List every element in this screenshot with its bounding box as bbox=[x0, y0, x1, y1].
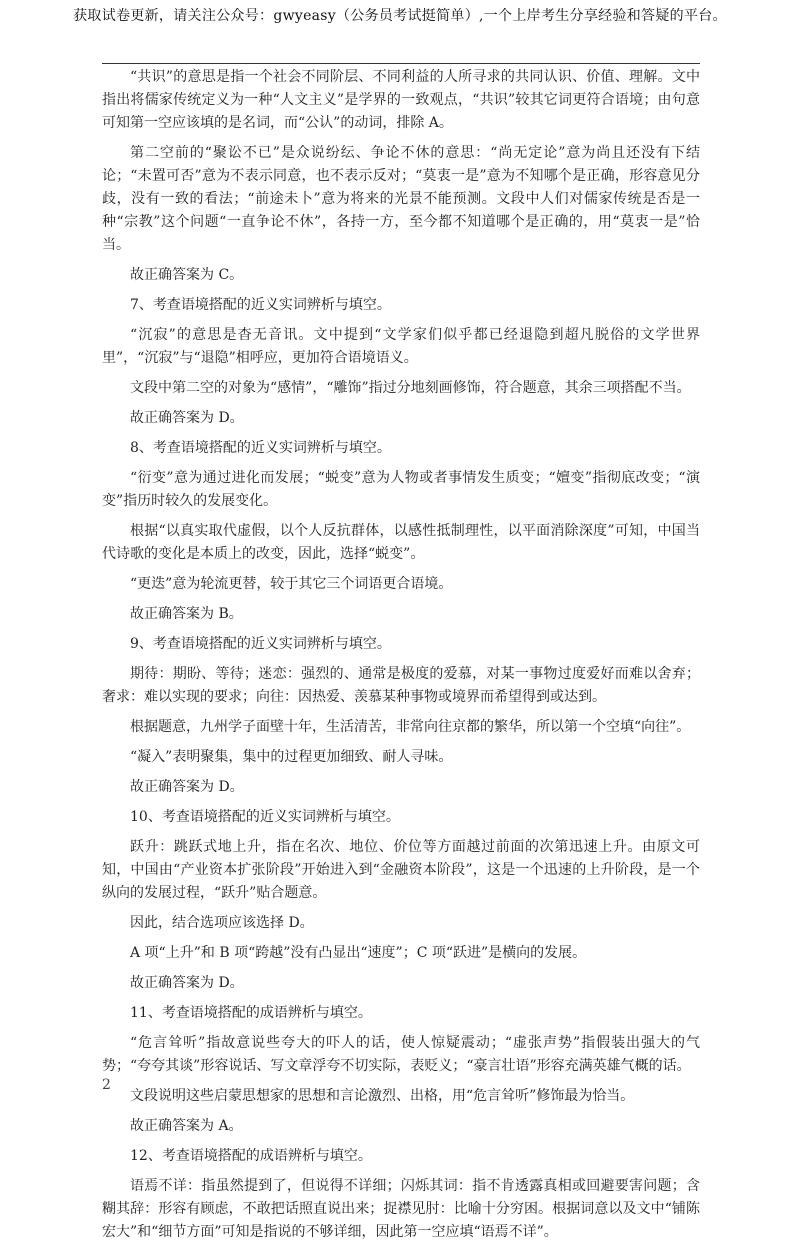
answer-line: 故正确答案为 D。 bbox=[130, 779, 244, 795]
header-divider bbox=[102, 63, 700, 64]
question-heading: 10、考查语境搭配的近义实词辨析与填空。 bbox=[130, 809, 400, 825]
paragraph: “危言耸听”指故意说些夸大的吓人的话，使人惊疑震动；“虚张声势”指假装出强大的气势；“夸夸其谈”形容说话、写文章浮夸不切实际，表贬义；“豪言壮语”形容充满英雄气概的话。 bbox=[102, 1035, 700, 1074]
answer-line: 故正确答案为 C。 bbox=[130, 267, 244, 283]
paragraph: “沉寂”的意思是杳无音讯。文中提到“文学家们似乎都已经退隐到超凡脱俗的文学世界里”，“沉寂”与“退隐”相呼应，更加符合语境语义。 bbox=[102, 327, 700, 366]
question-heading: 8、考查语境搭配的近义实词辨析与填空。 bbox=[130, 440, 391, 456]
paragraph: 文段说明这些启蒙思想家的思想和言论激烈、出格，用“危言耸听”修饰最为恰当。 bbox=[130, 1088, 635, 1104]
page-number: 2 bbox=[102, 1077, 111, 1093]
paragraph: A 项“上升”和 B 项“跨越”没有凸显出“速度”；C 项“跃进”是横向的发展。 bbox=[130, 945, 587, 961]
paragraph: 根据题意，九州学子面壁十年，生活清苦，非常向往京都的繁华，所以第一个空填“向往”。 bbox=[130, 719, 691, 735]
paragraph: “更迭”意为轮流更替，较于其它三个词语更合语境。 bbox=[130, 576, 453, 592]
paragraph: 因此，结合选项应该选择 D。 bbox=[130, 915, 314, 931]
answer-line: 故正确答案为 D。 bbox=[130, 410, 244, 426]
paragraph: 期待：期盼、等待；迷恋：强烈的、通常是极度的爱慕，对某一事物过度爱好而难以舍弃；奢求：难以实现的要求；向往：因热爱、羡慕某种事物或境界而希望得到或达到。 bbox=[102, 666, 700, 705]
paragraph: 第二空前的“聚讼不已”是众说纷纭、争论不休的意思：“尚无定论”意为尚且还没有下结论；“未置可否”意为不表示同意，也不表示反对；“莫衷一是”意为不知哪个是正确，形容意见分歧，没有一致的看法；“前途未卜”意为将来的光景不能预测。文段中人们对儒家传统是否是一种“宗教”这个问题“一直争论不休”，各持一方，至今都不知道哪个是正确的，用“莫衷一是”恰当。 bbox=[102, 145, 700, 253]
question-heading: 12、考查语境搭配的成语辨析与填空。 bbox=[130, 1148, 372, 1164]
paragraph: 文段中第二空的对象为“感情”，“雕饰”指过分地刻画修饰，符合题意，其余三项搭配不当。 bbox=[130, 380, 691, 396]
answer-line: 故正确答案为 B。 bbox=[130, 606, 243, 622]
question-heading: 9、考查语境搭配的近义实词辨析与填空。 bbox=[130, 636, 391, 652]
question-heading: 11、考查语境搭配的成语辨析与填空。 bbox=[130, 1005, 372, 1021]
paragraph: “凝入”表明聚集，集中的过程更加细致、耐人寻味。 bbox=[130, 749, 453, 765]
paragraph: “共识”的意思是指一个社会不同阶层、不同利益的人所寻求的共同认识、价值、理解。文中指出将儒家传统定义为一种“人文主义”是学界的一致观点，“共识”较其它词更符合语境；由句意可知第一空应该填的是名词，而“公认”的动词，排除 A。 bbox=[102, 69, 700, 131]
paragraph: 根据“以真实取代虚假，以个人反抗群体，以感性抵制理性，以平面消除深度”可知，中国当代诗歌的变化是本质上的改变，因此，选择“蜕变”。 bbox=[102, 523, 700, 562]
answer-line: 故正确答案为 D。 bbox=[130, 975, 244, 991]
page-header: 获取试卷更新，请关注公众号：gwyeasy（公务员考试挺简单）,一个上岸考生分享经验和答疑的平台。 bbox=[73, 8, 727, 24]
document-body bbox=[102, 66, 700, 1251]
answer-line: 故正确答案为 A。 bbox=[130, 1118, 243, 1134]
paragraph: 语焉不详：指虽然提到了，但说得不详细；闪烁其词：指不肯透露真相或回避要害问题；含糊其辞：形容有顾虑，不敢把话照直说出来；捉襟见肘：比喻十分穷困。根据词意以及文中“铺陈宏大”和“细节方面”可知是指说的不够详细，因此第一空应填“语焉不详”。 bbox=[102, 1178, 700, 1240]
question-heading: 7、考查语境搭配的近义实词辨析与填空。 bbox=[130, 297, 391, 313]
paragraph: “衍变”意为通过进化而发展；“蜕变”意为人物或者事情发生质变；“嬗变”指彻底改变；“演变”指历时较久的发展变化。 bbox=[102, 470, 700, 509]
paragraph: 跃升：跳跃式地上升，指在名次、地位、价位等方面越过前面的次第迅速上升。由原文可知，中国由“产业资本扩张阶段”开始进入到“金融资本阶段”，这是一个迅速的上升阶段，是一个纵向的发展过程，“跃升”贴合题意。 bbox=[102, 839, 700, 901]
